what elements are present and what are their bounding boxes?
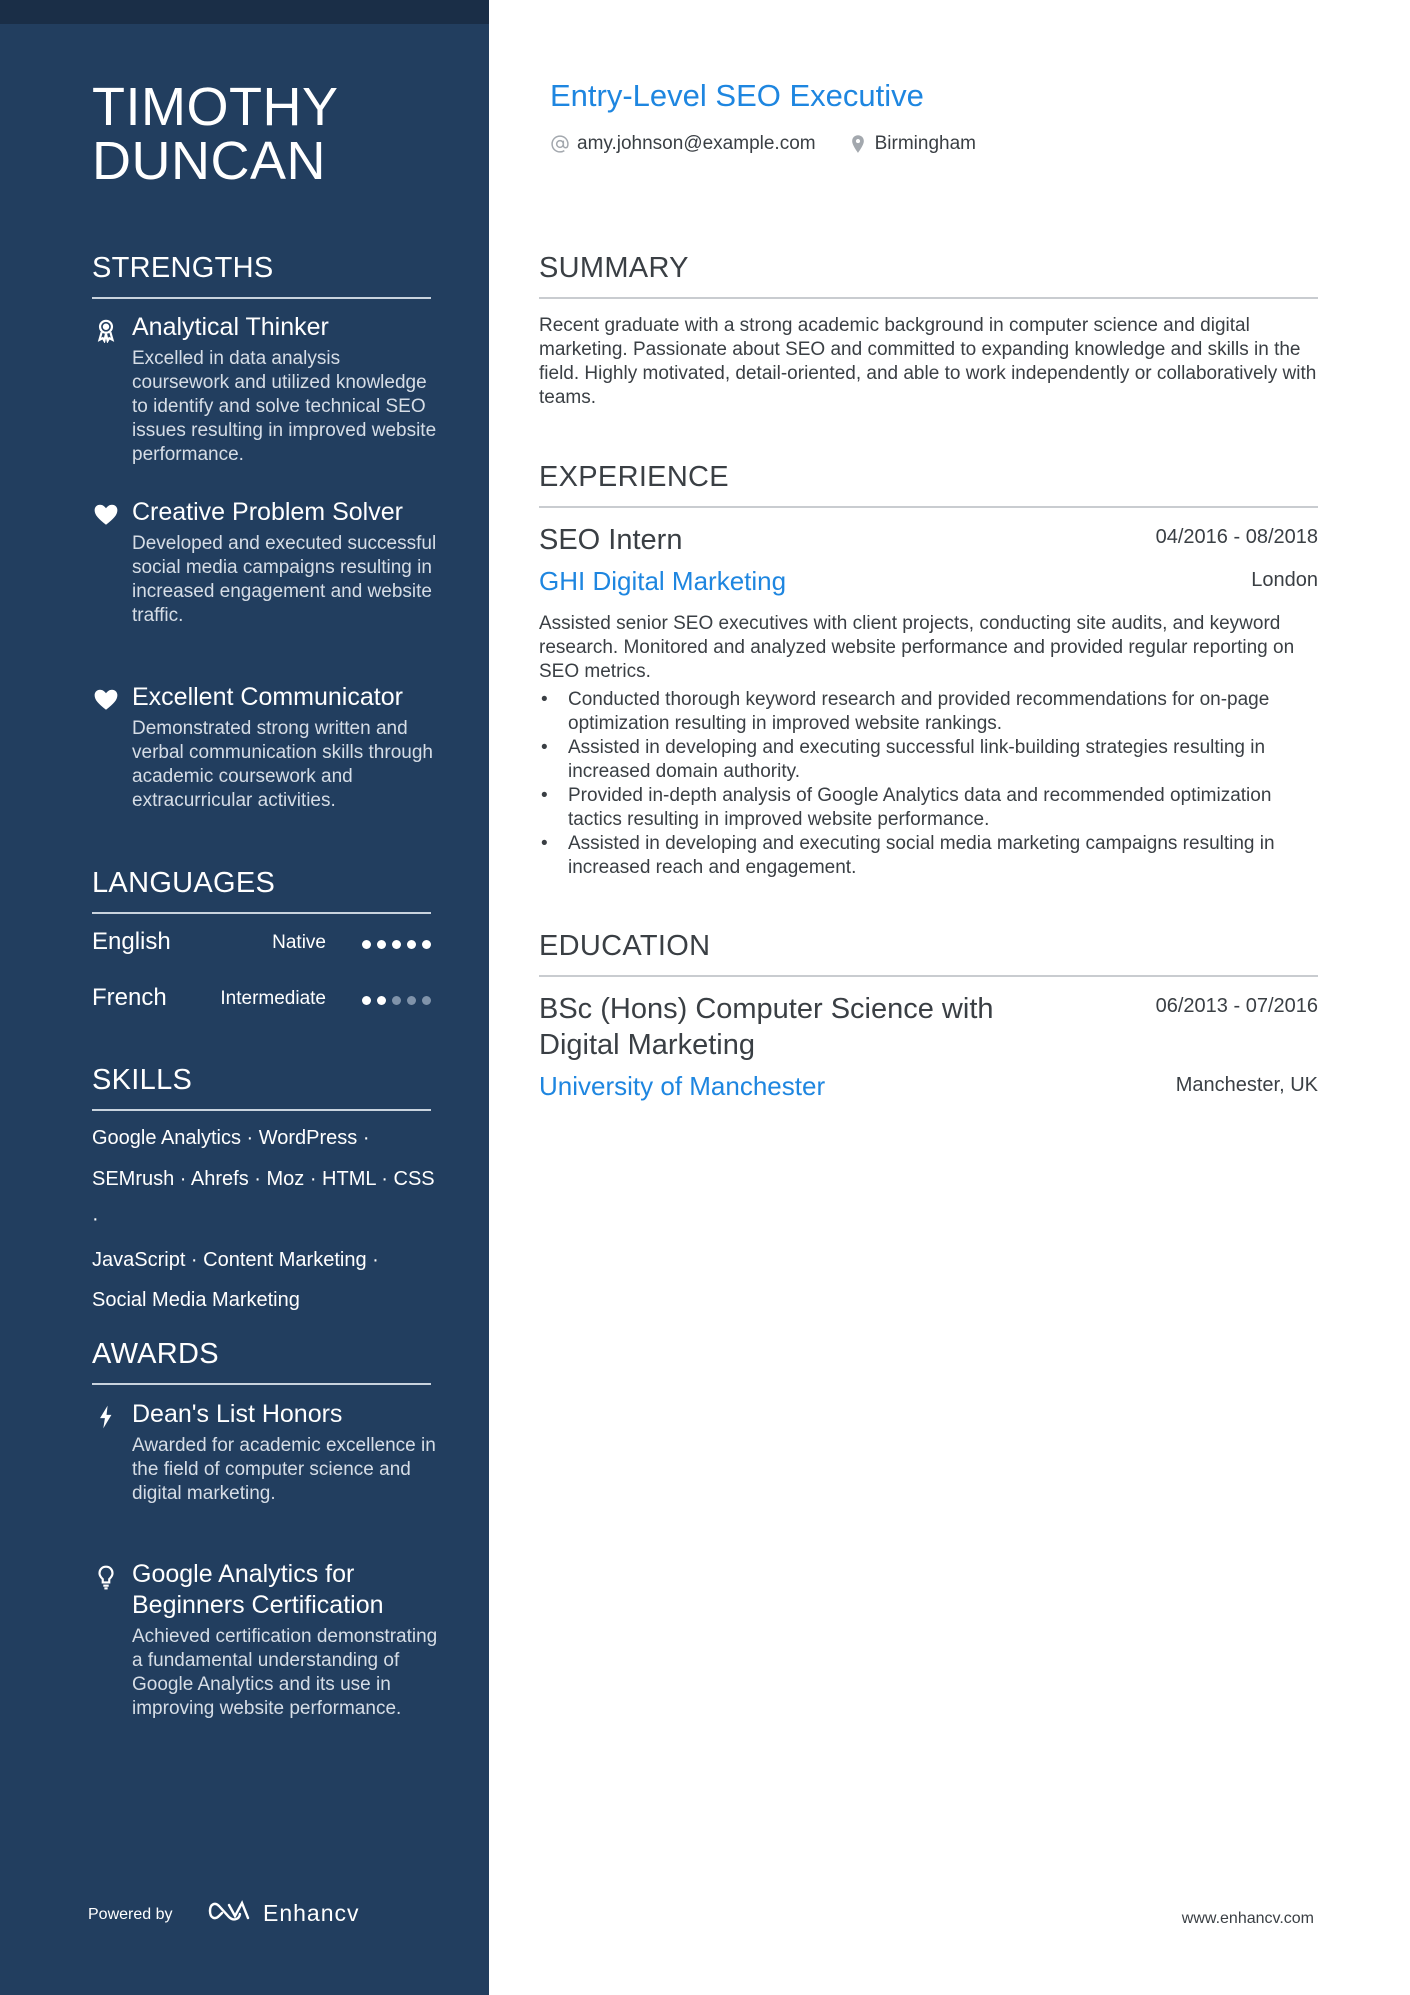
skills-line: Google Analytics · WordPress ·: [92, 1127, 370, 1149]
strength-item: [92, 682, 442, 813]
language-row: [92, 928, 431, 960]
strength-title: Analytical Thinker: [132, 313, 329, 341]
rating-dot-filled: [377, 940, 386, 949]
job-bullet: • Assisted in developing and executing successful link-building strategies resulting in increased domain authority.: [539, 736, 1318, 784]
at-icon: [550, 134, 570, 154]
strength-desc: Excelled in data analysis coursework and utilized knowledge to identify and solve technical SEO issues resulting in improved website performance.: [132, 348, 437, 465]
summary-text: Recent graduate with a strong academic background in computer science and digital marketing. Passionate about SEO and committed to expanding knowledge and skills in the field. Highly motivated, detail-oriented, and able to work independently or collaboratively with teams.: [539, 315, 1317, 408]
award-title: Dean's List Honors: [132, 1400, 343, 1428]
education-heading: EDUCATION: [539, 930, 1318, 977]
job-target-title: Entry-Level SEO Executive: [550, 78, 924, 113]
education-degree: BSc (Hons) Computer Science with Digital Marketing: [539, 993, 994, 1061]
powered-by-label: Powered by: [88, 1906, 173, 1923]
contact-location: [848, 133, 976, 155]
contact-email[interactable]: [550, 133, 816, 155]
lightning-icon: [92, 1403, 120, 1431]
enhancv-logo[interactable]: [207, 1898, 360, 1929]
enhancv-logo-icon: [207, 1898, 253, 1929]
footer-url[interactable]: www.enhancv.com: [1181, 1910, 1314, 1927]
skills-list: [92, 1118, 442, 1321]
summary-heading: SUMMARY: [539, 252, 1318, 299]
award-desc: Awarded for academic excellence in the field of computer science and digital marketing.: [132, 1435, 436, 1504]
strength-item: [92, 312, 442, 467]
strength-desc: Demonstrated strong written and verbal communication skills through academic coursework and extracurricular activities.: [132, 718, 433, 811]
language-level: Intermediate: [220, 988, 326, 1009]
language-row: [92, 984, 431, 1016]
award-icon: [92, 316, 120, 344]
rating-dot-empty: [422, 996, 431, 1005]
job-company[interactable]: GHI Digital Marketing: [539, 566, 787, 596]
strength-item: [92, 497, 442, 628]
education-location: Manchester, UK: [1175, 1074, 1318, 1096]
job-title: SEO Intern: [539, 524, 683, 556]
language-level: Native: [272, 932, 326, 953]
lightbulb-icon: [92, 1563, 120, 1591]
awards-heading: AWARDS: [92, 1338, 431, 1385]
award-title: Google Analytics for Beginners Certification: [132, 1560, 384, 1619]
award-desc: Achieved certification demonstrating a fundamental understanding of Google Analytics and its use in improving website performance.: [132, 1626, 438, 1719]
skills-line: SEMrush · Ahrefs · Moz · HTML · CSS ·: [92, 1167, 435, 1230]
heart-icon: [92, 686, 120, 714]
email-text: amy.johnson@example.com: [577, 133, 816, 154]
strength-title: Excellent Communicator: [132, 683, 403, 711]
sidebar-top-band: [0, 0, 489, 24]
sidebar: [0, 0, 489, 1995]
rating-dot-filled: [407, 940, 416, 949]
location-pin-icon: [848, 134, 868, 154]
rating-dot-filled: [422, 940, 431, 949]
rating-dot-filled: [362, 940, 371, 949]
language-rating: [362, 996, 431, 1005]
education-dates: 06/2013 - 07/2016: [1155, 995, 1318, 1017]
award-item: [92, 1559, 442, 1721]
strength-desc: Developed and executed successful social media campaigns resulting in increased engagement and website traffic.: [132, 533, 437, 626]
contact-row: [550, 133, 1008, 155]
education-school[interactable]: University of Manchester: [539, 1071, 826, 1101]
candidate-name: [92, 77, 339, 191]
rating-dot-filled: [377, 996, 386, 1005]
heart-icon: [92, 501, 120, 529]
strength-title: Creative Problem Solver: [132, 498, 403, 526]
language-name: English: [92, 928, 171, 955]
job-bullet: • Conducted thorough keyword research and provided recommendations for on-page optimization resulting in improved website rankings.: [539, 688, 1318, 736]
skills-line: JavaScript · Content Marketing ·: [92, 1248, 379, 1271]
languages-heading: LANGUAGES: [92, 867, 431, 914]
last-name: DUNCAN: [92, 131, 327, 191]
rating-dot-filled: [362, 996, 371, 1005]
skills-heading: SKILLS: [92, 1064, 431, 1111]
strengths-heading: STRENGTHS: [92, 252, 431, 299]
experience-heading: EXPERIENCE: [539, 461, 1318, 508]
job-location: London: [1251, 569, 1318, 591]
job-bullets: [539, 688, 1318, 880]
job-bullet: • Provided in-depth analysis of Google Analytics data and recommended optimization tactics resulting in improved website performance.: [539, 784, 1318, 832]
job-dates: 04/2016 - 08/2018: [1155, 526, 1318, 548]
job-bullet: • Assisted in developing and executing social media marketing campaigns resulting in increased reach and engagement.: [539, 832, 1318, 880]
language-rating: [362, 940, 431, 949]
skills-line: Social Media Marketing: [92, 1289, 300, 1311]
first-name: TIMOTHY: [92, 77, 339, 137]
award-item: [92, 1399, 442, 1506]
rating-dot-empty: [392, 996, 401, 1005]
language-name: French: [92, 984, 167, 1011]
rating-dot-filled: [392, 940, 401, 949]
location-text: Birmingham: [874, 133, 976, 154]
enhancv-wordmark: Enhancv: [263, 1900, 360, 1926]
rating-dot-empty: [407, 996, 416, 1005]
job-description: Assisted senior SEO executives with client projects, conducting site audits, and keyword research. Monitored and analyzed website performance and provided regular reporting on SEO metrics.: [539, 613, 1295, 682]
